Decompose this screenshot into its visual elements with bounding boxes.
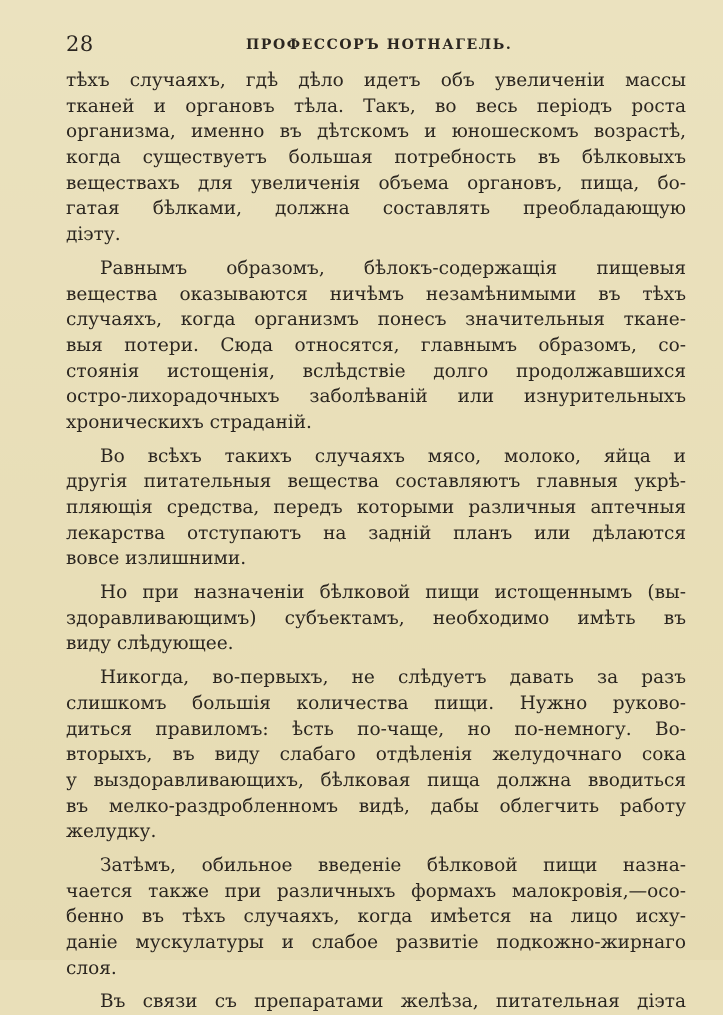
paragraph-spacer bbox=[66, 572, 686, 580]
paragraph bbox=[66, 444, 686, 572]
paragraph bbox=[66, 853, 686, 981]
text-line: тканей и органовъ тѣла. Такъ, во весь періодъ роста bbox=[66, 95, 686, 117]
paragraph-spacer bbox=[66, 436, 686, 444]
text-line: желудку. bbox=[66, 821, 157, 843]
body-text bbox=[66, 68, 686, 1015]
text-line: случаяхъ, когда организмъ понесъ значительныя ткане- bbox=[66, 309, 686, 331]
text-line: другія питательныя вещества составляютъ главныя укрѣ- bbox=[66, 471, 686, 493]
text-line: пляющія средства, передъ которыми различныя аптечныя bbox=[66, 497, 686, 518]
text-line: веществахъ для увеличенія объема органовъ, пища, бо- bbox=[66, 172, 686, 194]
text-line: Затѣмъ, обильное введеніе бѣлковой пищи назна- bbox=[100, 854, 686, 876]
running-head: ПРОФЕССОРЪ НОТНАГЕЛЬ. bbox=[246, 37, 513, 53]
text-line: лекарства отступаютъ на задній планъ или дѣлаются bbox=[66, 522, 686, 544]
text-line: остро-лихорадочныхъ заболѣваній или изнурительныхъ bbox=[66, 386, 686, 408]
paragraph-spacer bbox=[66, 657, 686, 665]
text-line: здоравливающимъ) субъектамъ, необходимо имѣть въ bbox=[66, 607, 686, 629]
paragraph bbox=[66, 665, 686, 845]
text-line: хроническихъ страданій. bbox=[66, 411, 312, 433]
paragraph bbox=[66, 68, 686, 248]
text-line: даніе мускулатуры и слабое развитіе подкожно-жирнаго bbox=[66, 932, 686, 953]
text-line: Но при назначеніи бѣлковой пищи истощеннымъ (вы- bbox=[100, 582, 686, 604]
text-line: Равнымъ образомъ, бѣлокъ-содержащія пищевыя bbox=[100, 257, 686, 279]
text-line: Никогда, во-первыхъ, не слѣдуетъ давать за разъ bbox=[100, 667, 686, 689]
paragraph-spacer bbox=[66, 981, 686, 989]
text-line: слоя. bbox=[66, 957, 117, 979]
text-line: слишкомъ большія количества пищи. Нужно руково- bbox=[66, 692, 686, 714]
text-line: Во всѣхъ такихъ случаяхъ мясо, молоко, яйца и bbox=[100, 445, 686, 467]
text-line: чается также при различныхъ формахъ малокровія,—осо- bbox=[66, 880, 686, 902]
text-line: выя потери. Сюда относятся, главнымъ образомъ, со- bbox=[66, 334, 686, 356]
text-line: діэту. bbox=[66, 224, 121, 246]
page-number: 28 bbox=[66, 32, 94, 56]
text-line: бенно въ тѣхъ случаяхъ, когда имѣется на лицо исху- bbox=[66, 906, 686, 928]
text-line: организма, именно въ дѣтскомъ и юношескомъ возрастѣ, bbox=[66, 121, 686, 143]
text-line: вовсе излишними. bbox=[66, 548, 247, 570]
text-line: вещества оказываются ничѣмъ незамѣнимыми въ тѣхъ bbox=[66, 283, 686, 305]
text-line: гатая бѣлками, должна составлять преобладающую bbox=[66, 198, 686, 220]
text-line: Въ связи съ препаратами желѣза, питательная діэта bbox=[100, 991, 686, 1013]
text-line: въ мелко-раздробленномъ видѣ, дабы облегчить работу bbox=[66, 795, 686, 817]
page-header bbox=[66, 30, 686, 58]
text-line: у выздоравливающихъ, бѣлковая пища должна вводиться bbox=[66, 769, 686, 791]
text-line: стоянія истощенія, вслѣдствіе долго продолжавшихся bbox=[66, 360, 686, 382]
text-line: диться правиломъ: ѣсть по-чаще, но по-немногу. Во- bbox=[66, 718, 686, 740]
paragraph bbox=[66, 256, 686, 436]
text-line: тѣхъ случаяхъ, гдѣ дѣло идетъ объ увеличеніи массы bbox=[66, 70, 686, 91]
text-line: когда существуетъ большая потребность въ бѣлковыхъ bbox=[66, 147, 686, 169]
paragraph-spacer bbox=[66, 248, 686, 256]
text-line: вторыхъ, въ виду слабаго отдѣленія желудочнаго сока bbox=[66, 744, 686, 766]
paragraph bbox=[66, 580, 686, 657]
paragraph-spacer bbox=[66, 845, 686, 853]
text-line: виду слѣдующее. bbox=[66, 633, 234, 655]
paragraph bbox=[66, 989, 686, 1015]
